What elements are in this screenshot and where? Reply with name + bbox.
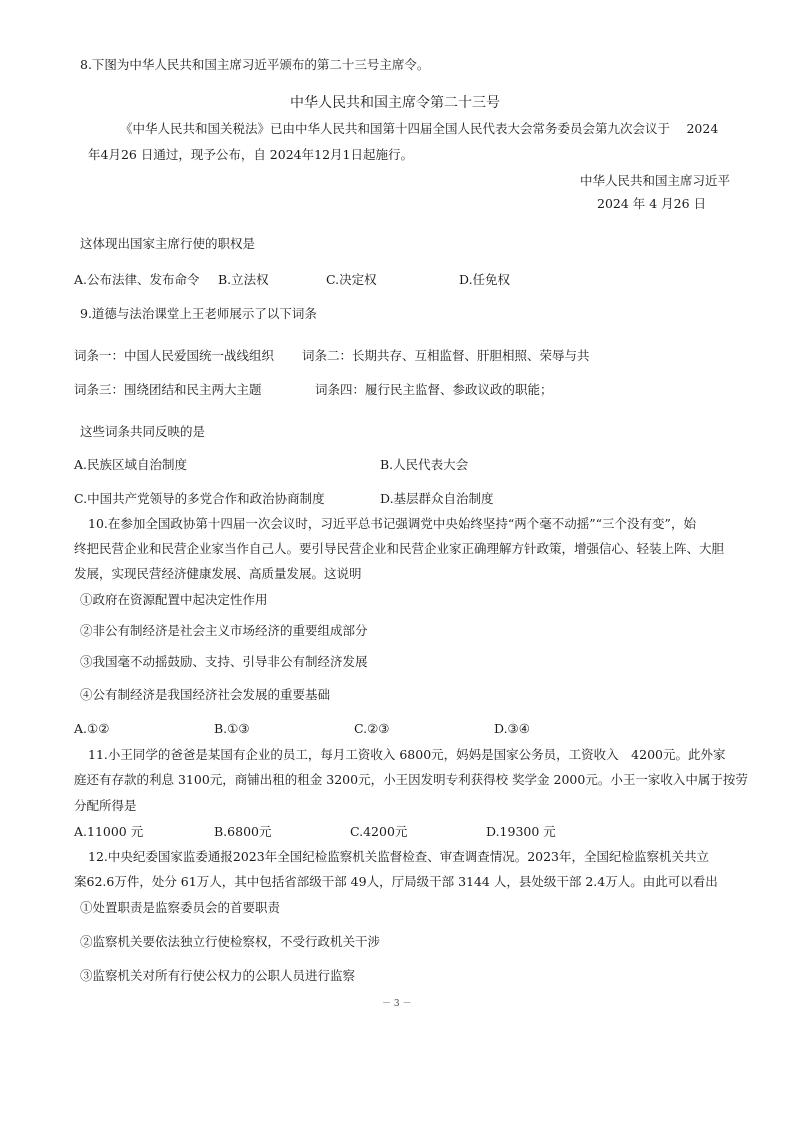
q10-option-c: C.②③: [354, 721, 390, 736]
q9-question: 这些词条共同反映的是: [80, 424, 206, 439]
q10-option-d: D.③④: [494, 721, 530, 736]
decree-title: 中华人民共和国主席令第二十三号: [290, 95, 500, 111]
decree-line-1: 《中华人民共和国关税法》已由中华人民共和国第十四届全国人民代表大会常务委员会第九次会议于 2024: [120, 121, 719, 136]
q8-option-c: C.决定权: [326, 272, 377, 287]
q9-option-c: C.中国共产党领导的多党合作和政治协商制度: [74, 491, 325, 506]
q9-entry-1: 词条一：中国人民爱国统一战线组织: [74, 348, 275, 363]
q9-entry-2: 词条二：长期共存、互相监督、肝胆相照、荣辱与共: [302, 348, 590, 363]
q8-stem: 8.下图为中华人民共和国主席习近平颁布的第二十三号主席令。: [80, 57, 430, 72]
q11-option-a: A.11000 元: [74, 824, 144, 839]
q9-stem: 9.道德与法治课堂上王老师展示了以下词条: [80, 306, 317, 321]
q10-item-2: ②非公有制经济是社会主义市场经济的重要组成部分: [80, 623, 368, 638]
q12-item-1: ①处置职责是监察委员会的首要职责: [80, 900, 281, 915]
q10-line-3: 发展，实现民营经济健康发展、高质量发展。这说明: [74, 566, 362, 581]
q9-option-b: B.人民代表大会: [380, 457, 469, 472]
q11-option-c: C.4200元: [350, 824, 408, 839]
q10-item-3: ③我国毫不动摇鼓励、支持、引导非公有制经济发展: [80, 654, 368, 669]
q8-question: 这体现出国家主席行使的职权是: [80, 236, 256, 251]
q12-line-2: 案62.6万件，处分 61万人，其中包括省部级干部 49人，厅局级干部 3144 人，县处级干部 2.4万人。由此可以看出: [74, 874, 718, 889]
q12-line-1: 12.中央纪委国家监委通报2023年全国纪检监察机关监督检查、审查调查情况。2023年，全国纪检监察机关共立: [88, 849, 710, 864]
q11-line-2: 庭还有存款的利息 3100元，商铺出租的租金 3200元，小王因发明专利获得校 奖学金 2000元。小王一家收入中属于按劳: [74, 772, 748, 787]
q9-option-d: D.基层群众自治制度: [380, 491, 494, 506]
decree-signature: 中华人民共和国主席习近平: [580, 173, 731, 188]
decree-date: 2024 年 4 月26 日: [597, 196, 707, 211]
q10-item-4: ④公有制经济是我国经济社会发展的重要基础: [80, 687, 331, 702]
q11-option-d: D.19300 元: [486, 824, 556, 839]
q9-option-a: A.民族区域自治制度: [74, 457, 188, 472]
q12-item-2: ②监察机关要依法独立行使检察权，不受行政机关干涉: [80, 934, 381, 949]
q8-option-a: A.公布法律、发布命令: [74, 272, 200, 287]
q10-line-1: 10.在参加全国政协第十四届一次会议时，习近平总书记强调党中央始终坚持“两个毫不动摇”“三个没有变”，始: [88, 516, 696, 531]
q10-line-2: 终把民营企业和民营企业家当作自己人。要引导民营企业和民营企业家正确理解方针政策，增强信心、轻装上阵、大胆: [74, 541, 725, 556]
q11-line-1: 11.小王同学的爸爸是某国有企业的员工，每月工资收入 6800元，妈妈是国家公务员，工资收入 4200元。此外家: [88, 747, 726, 762]
q11-line-3: 分配所得是: [74, 798, 137, 813]
q11-option-b: B.6800元: [214, 824, 272, 839]
q10-option-a: A.①②: [74, 721, 110, 736]
q9-entry-4: 词条四：履行民主监督、参政议政的职能；: [315, 382, 553, 397]
q10-item-1: ①政府在资源配置中起决定性作用: [80, 592, 268, 607]
q10-option-b: B.①③: [214, 721, 250, 736]
q8-option-b: B.立法权: [218, 272, 269, 287]
q12-item-3: ③监察机关对所有行使公权力的公职人员进行监察: [80, 968, 356, 983]
decree-line-2: 年4月26 日通过，现予公布，自 2024年12月1日起施行。: [88, 147, 413, 162]
page-number: － 3 －: [382, 999, 412, 1009]
q8-option-d: D.任免权: [459, 272, 511, 287]
q9-entry-3: 词条三：围绕团结和民主两大主题: [74, 382, 262, 397]
